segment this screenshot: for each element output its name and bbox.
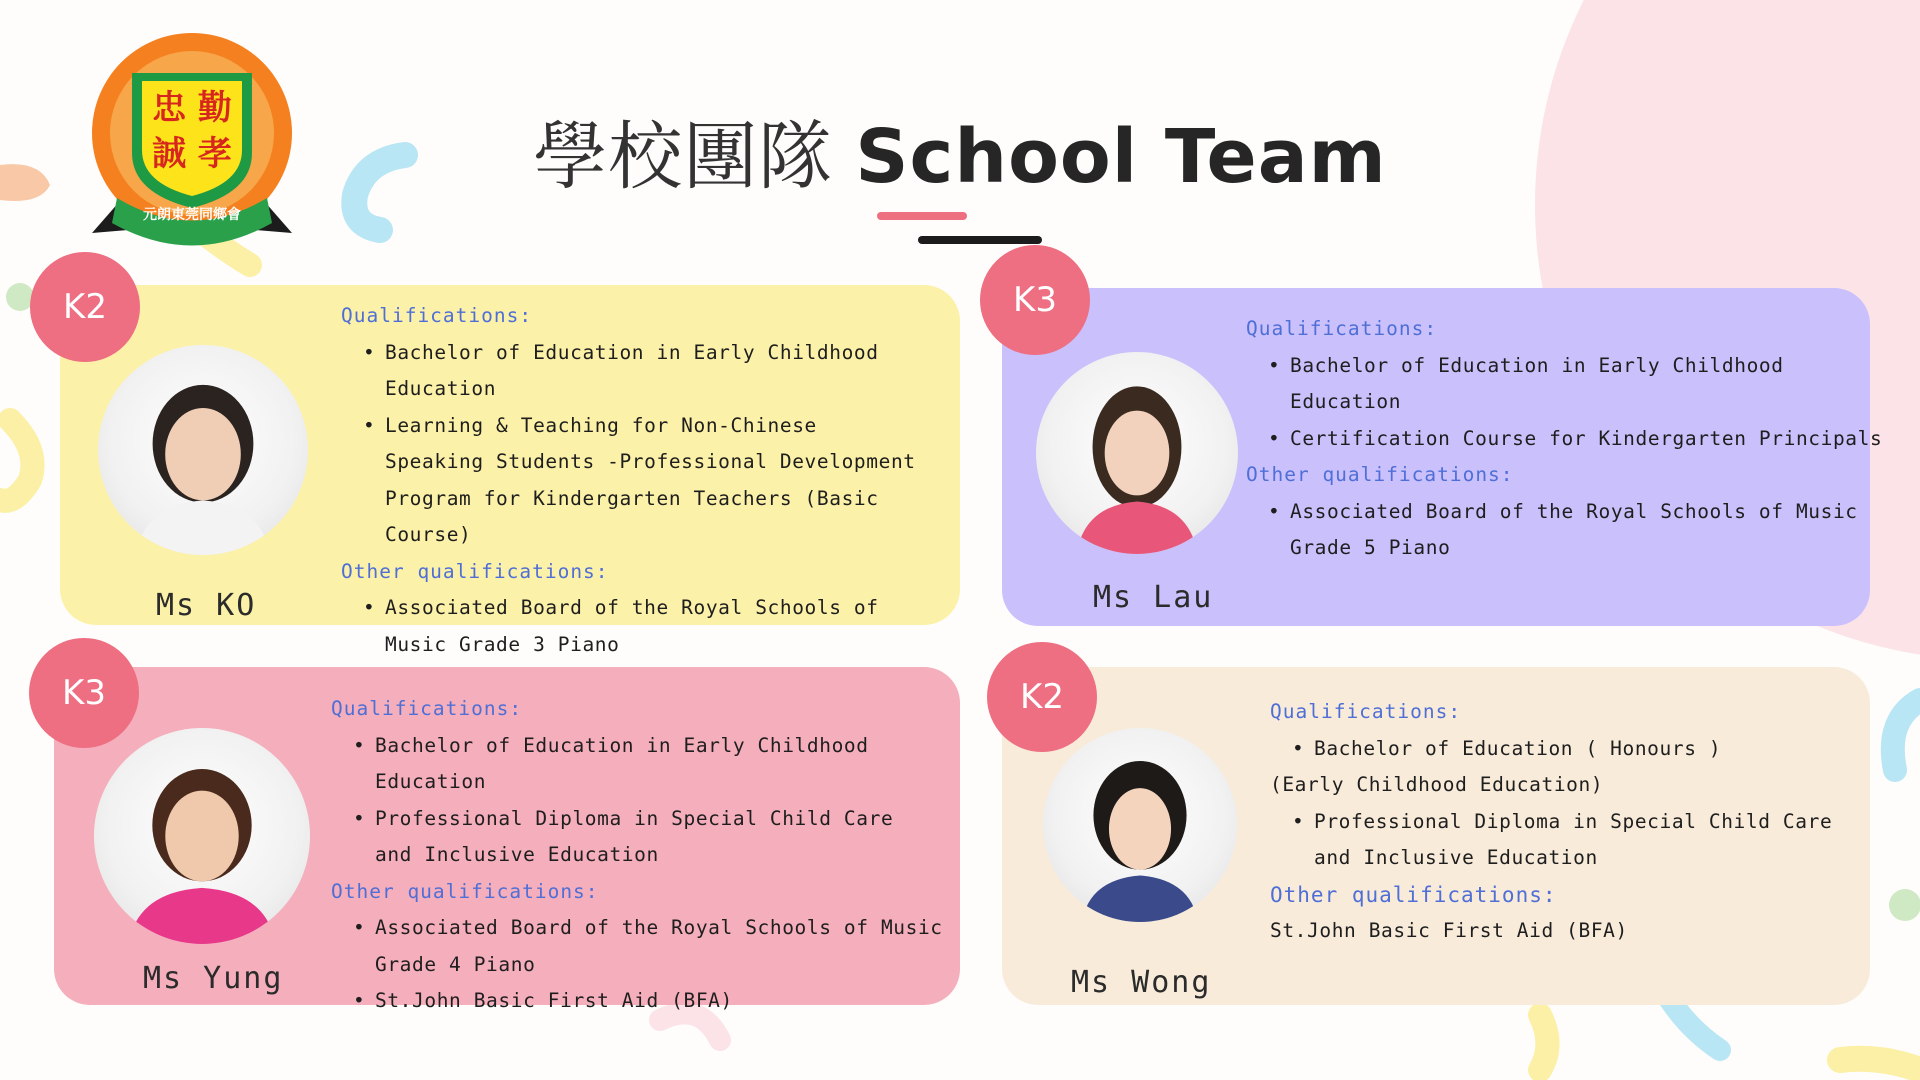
qualification-item: • Bachelor of Education in Early Childhood Education <box>1290 348 1906 421</box>
qualification-item: • Bachelor of Education in Early Childhood Education <box>375 728 991 801</box>
qualifications-block <box>1270 694 1870 950</box>
title-underline-dark <box>918 236 1042 244</box>
class-badge: K3 <box>29 638 139 748</box>
qualification-item: • Certification Course for Kindergarten Principals <box>1290 421 1906 458</box>
logo-top-chars: 忠 勤 <box>152 88 232 128</box>
other-qualifications-heading: Other qualifications: <box>1246 463 1514 486</box>
logo-ribbon-text: 元朗東莞同鄉會 <box>143 207 241 223</box>
qualifications-heading: Qualifications: <box>1270 700 1462 723</box>
teacher-photo <box>1036 352 1238 554</box>
other-qualifications-heading: Other qualifications: <box>1270 882 1557 907</box>
class-badge: K2 <box>30 252 140 362</box>
page-title-english: School Team <box>855 114 1387 200</box>
other-qualification-item: • Associated Board of the Royal Schools of Music Grade 4 Piano <box>375 910 995 983</box>
qualification-continuation: (Early Childhood Education) <box>1270 773 1604 796</box>
class-badge: K2 <box>987 642 1097 752</box>
teacher-name: Ms KO <box>156 588 257 623</box>
qualifications-heading: Qualifications: <box>341 304 533 327</box>
qualifications-heading: Qualifications: <box>1246 317 1438 340</box>
class-badge: K3 <box>980 245 1090 355</box>
other-qualifications-heading: Other qualifications: <box>341 559 609 583</box>
other-qualification-item: • Associated Board of the Royal Schools of Music Grade 5 Piano <box>1290 494 1910 567</box>
other-qualification-item: St.John Basic First Aid (BFA) <box>1270 919 1628 942</box>
other-qualification-item: • Associated Board of the Royal Schools of Music Grade 3 Piano <box>385 590 925 663</box>
teacher-photo <box>94 728 310 944</box>
qualifications-block <box>331 691 991 1020</box>
title-underline-pink <box>877 212 967 220</box>
qualification-item: • Professional Diploma in Special Child Care and Inclusive Education <box>375 801 935 874</box>
qualifications-heading: Qualifications: <box>331 697 523 720</box>
other-qualifications-heading: Other qualifications: <box>331 879 599 903</box>
teacher-photo <box>1043 728 1237 922</box>
page-title <box>533 98 1387 204</box>
other-qualification-item: • St.John Basic First Aid (BFA) <box>375 983 991 1020</box>
teacher-name: Ms Yung <box>143 961 284 996</box>
qualification-item: • Professional Diploma in Special Child Care and Inclusive Education <box>1314 804 1874 877</box>
qualifications-block <box>341 298 961 700</box>
teacher-photo <box>98 345 308 555</box>
qualification-item: • Learning & Teaching for Non-Chinese Speaking Students -Professional Development Program for Kindergarten Teachers (Basic Course) <box>385 408 925 554</box>
page-title-chinese: 學校團隊 <box>533 114 834 200</box>
teacher-name: Ms Wong <box>1071 965 1212 1000</box>
logo-bottom-chars: 誠 孝 <box>152 134 232 174</box>
teacher-name: Ms Lau <box>1093 580 1214 615</box>
qualification-item: • Bachelor of Education ( Honours ) <box>1314 731 1870 768</box>
qualifications-block <box>1246 311 1906 567</box>
qualification-item: • Bachelor of Education in Early Childhood Education <box>385 335 961 408</box>
